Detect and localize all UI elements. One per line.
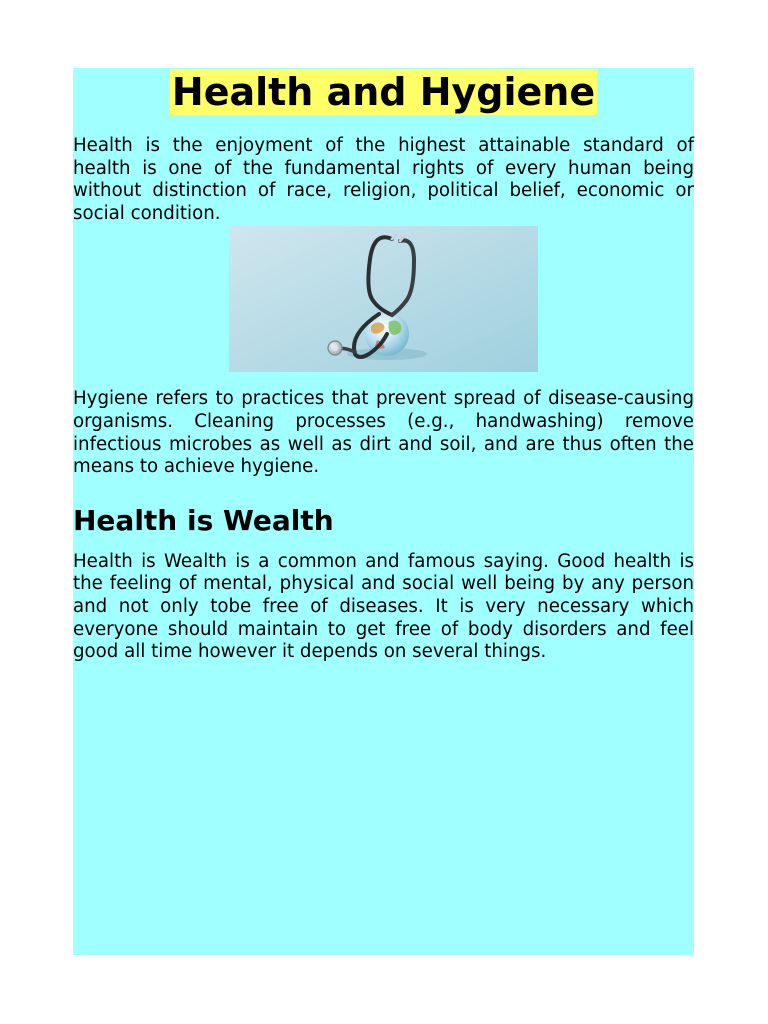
title-container	[73, 68, 694, 115]
section-heading: Health is Wealth	[73, 503, 334, 537]
page-title: Health and Hygiene	[171, 70, 596, 114]
paragraph-wealth: Health is Wealth is a common and famous saying. Good health is the feeling of mental, physical and social well being by any person and not only tobe free of diseases. It is very necessary which everyone should maintain to get free of body disorders and feel good all time however it depends on several things.	[73, 550, 694, 663]
paragraph-hygiene: Hygiene refers to practices that prevent spread of disease-causing organisms. Cleaning processes (e.g., handwashing) remove infectious microbes as well as dirt and soil, and are thus often the means to achieve hygiene.	[73, 388, 694, 478]
document-page	[73, 68, 694, 955]
paragraph-health: Health is the enjoyment of the highest attainable standard of health is one of the fundamental rights of every human being without distinction of race, religion, political belief, economic or social condition.	[73, 135, 694, 224]
stethoscope-globe-icon	[229, 226, 538, 372]
